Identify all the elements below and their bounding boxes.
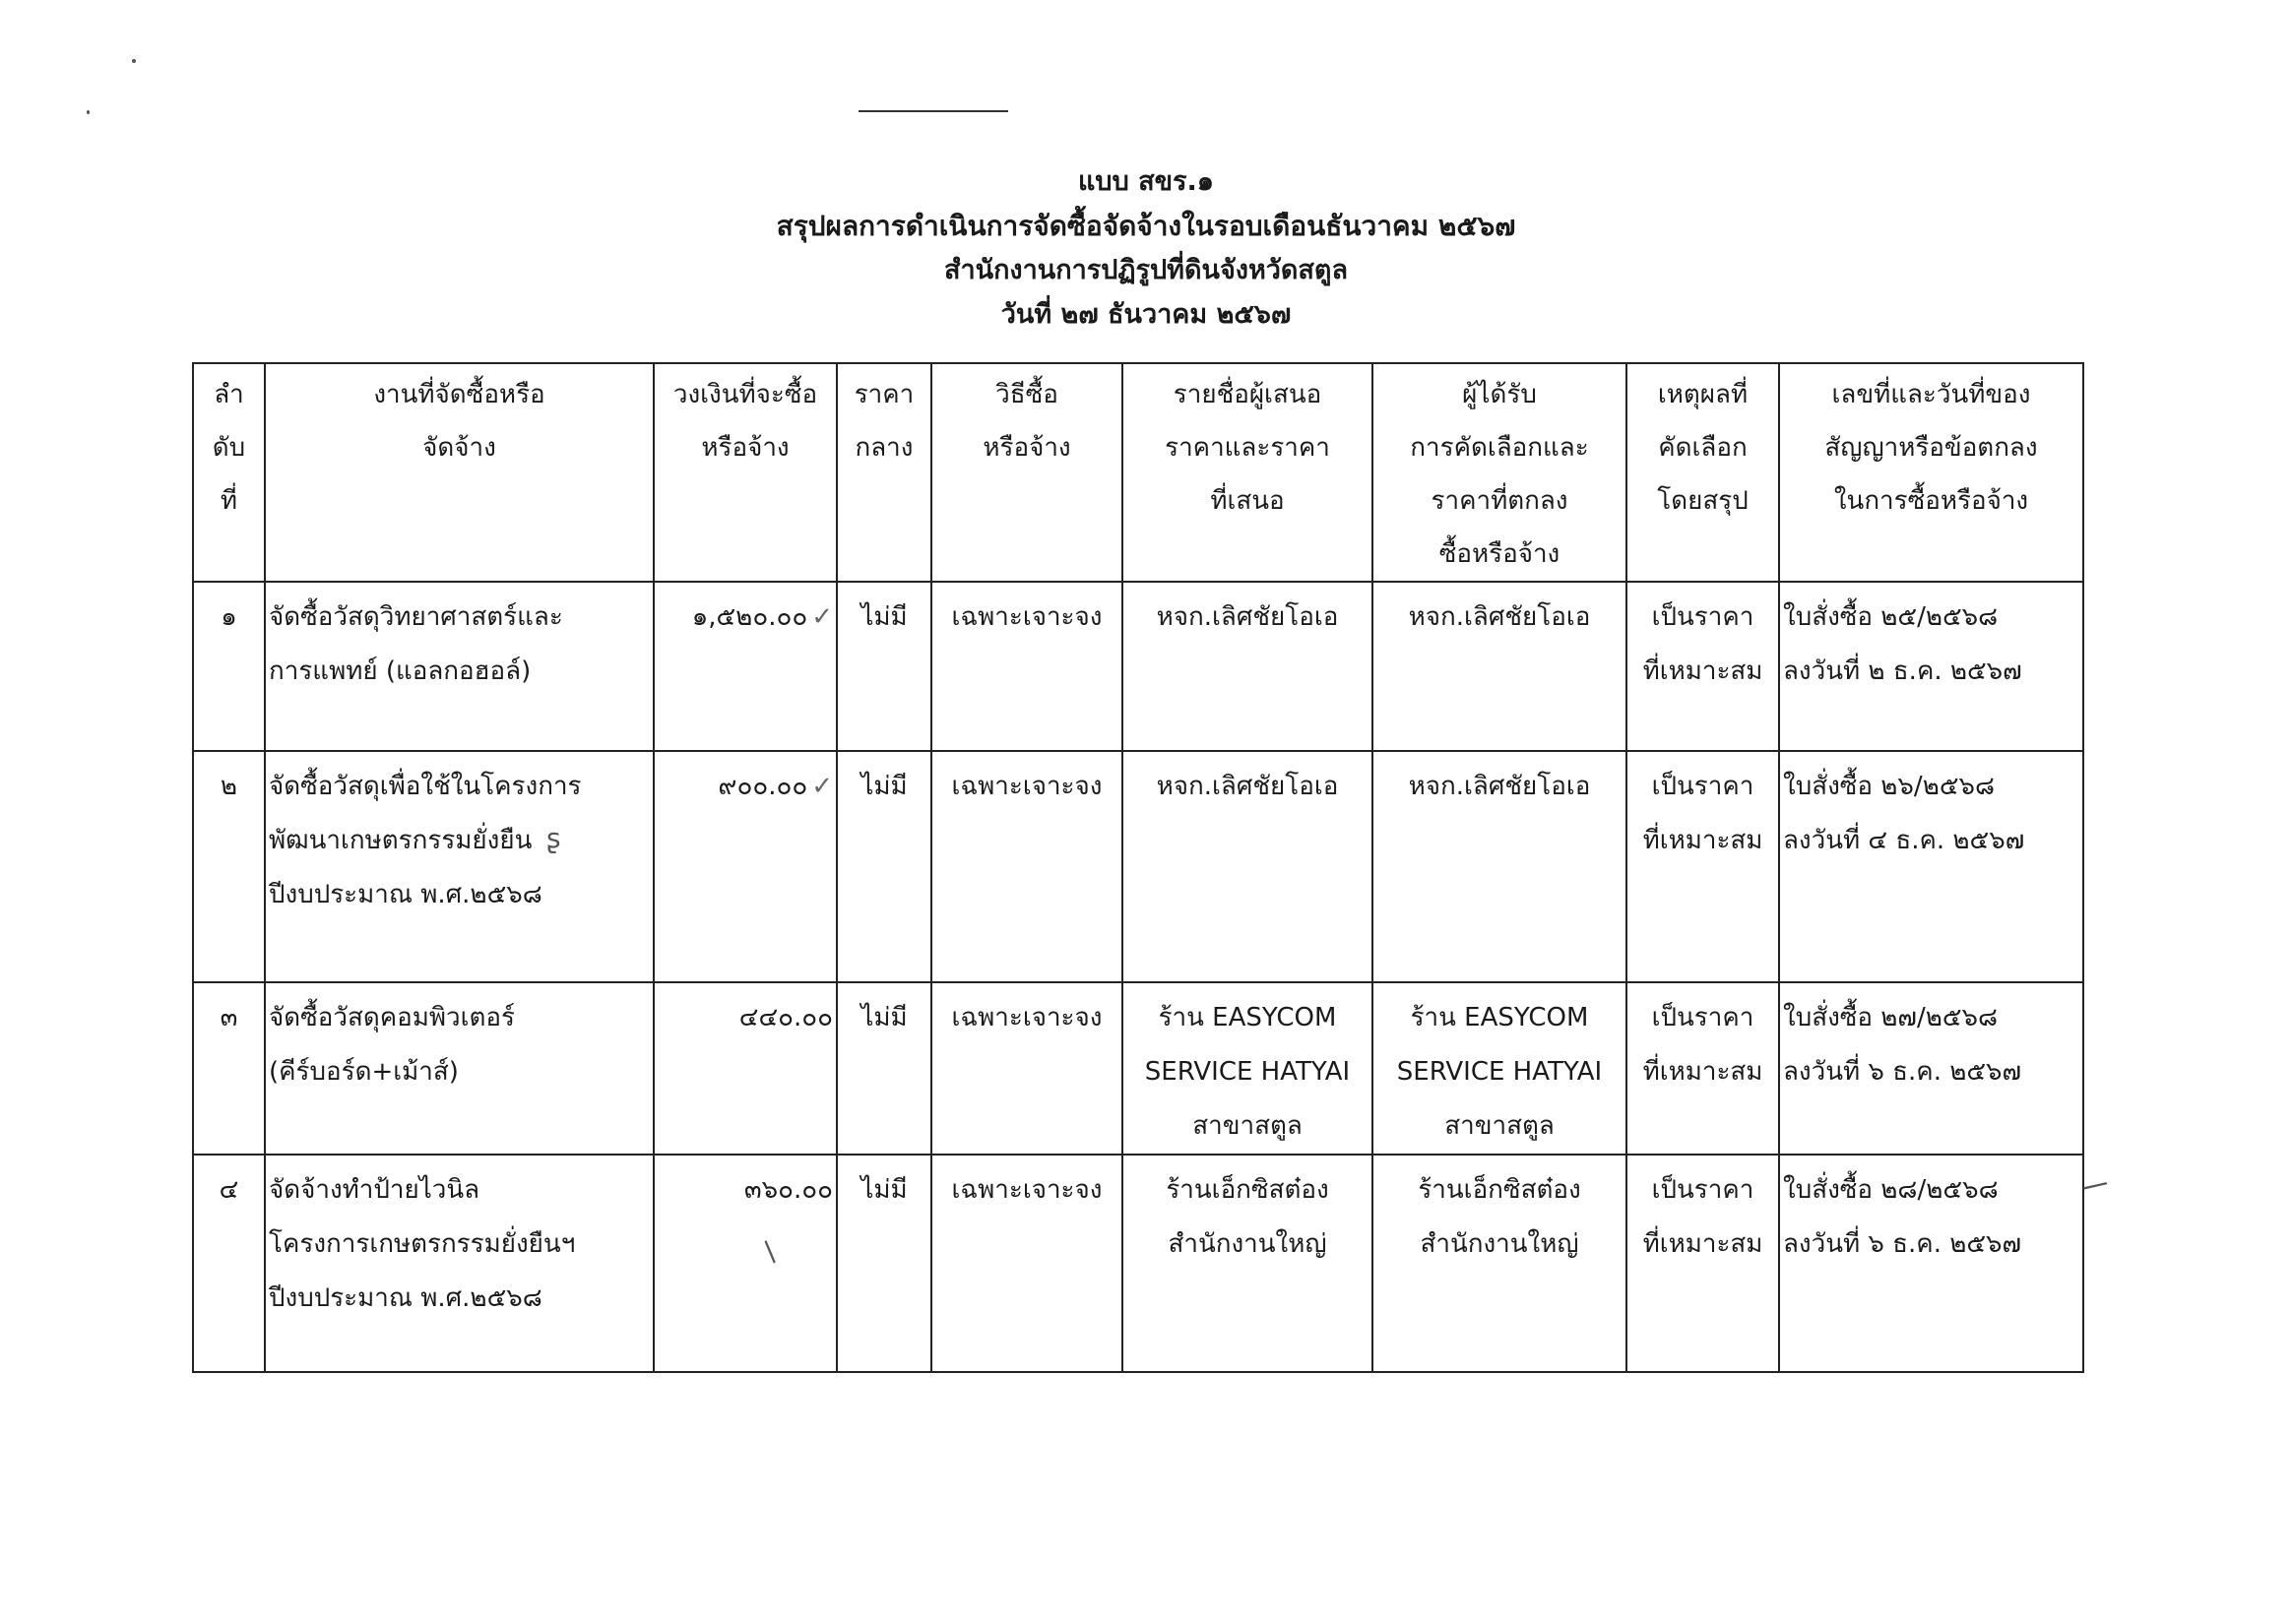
- cell-no: ๓: [193, 982, 265, 1155]
- pen-mark-icon: ʂ: [546, 822, 561, 854]
- cell-contract: ใบสั่งซื้อ ๒๕/๒๕๖๘ ลงวันที่ ๒ ธ.ค. ๒๕๖๗: [1779, 582, 2083, 751]
- agency-name: สำนักงานการปฏิรูปที่ดินจังหวัดสตูล: [943, 255, 1348, 285]
- cell-reason: เป็นราคา ที่เหมาะสม: [1626, 1155, 1779, 1372]
- scan-speck: [87, 110, 90, 114]
- col-header-contract: เลขที่และวันที่ของ สัญญาหรือข้อตกลง ในการซื้อหรือจ้าง: [1779, 363, 2083, 582]
- cell-reason: เป็นราคา ที่เหมาะสม: [1626, 982, 1779, 1155]
- cell-budget: ๑,๕๒๐.๐๐ ✓: [654, 582, 837, 751]
- document-date: วันที่ ๒๗ ธันวาคม ๒๕๖๗: [1000, 299, 1292, 330]
- cell-mid-price: ไม่มี: [837, 751, 931, 982]
- cell-mid-price: ไม่มี: [837, 582, 931, 751]
- procurement-table: [192, 362, 2084, 1373]
- cell-item: จัดซื้อวัสดุเพื่อใช้ในโครงการ พัฒนาเกษตรกรรมยั่งยืน ปีงบประมาณ พ.ศ.๒๕๖๘: [265, 751, 654, 982]
- check-mark-icon: ✓: [811, 602, 833, 632]
- cell-bidders: ร้าน EASYCOM SERVICE HATYAI สาขาสตูล: [1122, 982, 1372, 1155]
- col-header-item: งานที่จัดซื้อหรือ จัดจ้าง: [265, 363, 654, 582]
- pen-mark-icon: /: [755, 1235, 784, 1268]
- document-title: สรุปผลการดำเนินการจัดซื้อจัดจ้างในรอบเดือนธันวาคม ๒๕๖๗: [776, 210, 1516, 242]
- table-row: [193, 582, 2083, 751]
- cell-no: ๒: [193, 751, 265, 982]
- col-header-budget: วงเงินที่จะซื้อ หรือจ้าง: [654, 363, 837, 582]
- col-header-winner: ผู้ได้รับ การคัดเลือกและ ราคาที่ตกลง ซื้อหรือจ้าง: [1372, 363, 1626, 582]
- cell-budget: ๙๐๐.๐๐ ✓: [654, 751, 837, 982]
- col-header-no: ลำ ดับ ที่: [193, 363, 265, 582]
- table-row: [193, 751, 2083, 982]
- col-header-bidders: รายชื่อผู้เสนอ ราคาและราคา ที่เสนอ: [1122, 363, 1372, 582]
- check-mark-icon: ✓: [811, 772, 833, 801]
- col-header-reason: เหตุผลที่ คัดเลือก โดยสรุป: [1626, 363, 1779, 582]
- cell-bidders: ร้านเอ็กซิสต๋อง สำนักงานใหญ่: [1122, 1155, 1372, 1372]
- cell-contract: ใบสั่งซื้อ ๒๖/๒๕๖๘ ลงวันที่ ๔ ธ.ค. ๒๕๖๗: [1779, 751, 2083, 982]
- table-row: [193, 1155, 2083, 1372]
- cell-reason: เป็นราคา ที่เหมาะสม: [1626, 582, 1779, 751]
- col-header-mid-price: ราคา กลาง: [837, 363, 931, 582]
- cell-winner: หจก.เลิศชัยโอเอ: [1372, 582, 1626, 751]
- cell-budget: ๓๖๐.๐๐: [654, 1155, 837, 1372]
- scan-speck: [132, 59, 136, 63]
- cell-mid-price: ไม่มี: [837, 982, 931, 1155]
- cell-bidders: หจก.เลิศชัยโอเอ: [1122, 582, 1372, 751]
- table-row: [193, 982, 2083, 1155]
- cell-method: เฉพาะเจาะจง: [931, 1155, 1122, 1372]
- cell-budget: ๔๔๐.๐๐: [654, 982, 837, 1155]
- table-header-row: [193, 363, 2083, 582]
- cell-method: เฉพาะเจาะจง: [931, 751, 1122, 982]
- cell-winner: ร้าน EASYCOM SERVICE HATYAI สาขาสตูล: [1372, 982, 1626, 1155]
- cell-contract: ใบสั่งซื้อ ๒๘/๒๕๖๘ ลงวันที่ ๖ ธ.ค. ๒๕๖๗: [1779, 1155, 2083, 1372]
- form-code: แบบ สขร.๑: [1078, 166, 1214, 197]
- cell-no: ๑: [193, 582, 265, 751]
- cell-reason: เป็นราคา ที่เหมาะสม: [1626, 751, 1779, 982]
- top-rule: [859, 110, 1008, 112]
- col-header-method: วิธีซื้อ หรือจ้าง: [931, 363, 1122, 582]
- cell-no: ๔: [193, 1155, 265, 1372]
- cell-item: จัดจ้างทำป้ายไวนิล โครงการเกษตรกรรมยั่งยืนฯ ปีงบประมาณ พ.ศ.๒๕๖๘: [265, 1155, 654, 1372]
- cell-bidders: หจก.เลิศชัยโอเอ: [1122, 751, 1372, 982]
- cell-item: จัดซื้อวัสดุคอมพิวเตอร์ (คีร์บอร์ด+เม้าส์): [265, 982, 654, 1155]
- cell-method: เฉพาะเจาะจง: [931, 582, 1122, 751]
- cell-winner: หจก.เลิศชัยโอเอ: [1372, 751, 1626, 982]
- cell-mid-price: ไม่มี: [837, 1155, 931, 1372]
- cell-winner: ร้านเอ็กซิสต๋อง สำนักงานใหญ่: [1372, 1155, 1626, 1372]
- pen-mark-icon: /: [2079, 1173, 2113, 1198]
- cell-item: จัดซื้อวัสดุวิทยาศาสตร์และ การแพทย์ (แอลกอฮอล์): [265, 582, 654, 751]
- document-header: [0, 159, 2292, 337]
- cell-method: เฉพาะเจาะจง: [931, 982, 1122, 1155]
- cell-contract: ใบสั่งซื้อ ๒๗/๒๕๖๘ ลงวันที่ ๖ ธ.ค. ๒๕๖๗: [1779, 982, 2083, 1155]
